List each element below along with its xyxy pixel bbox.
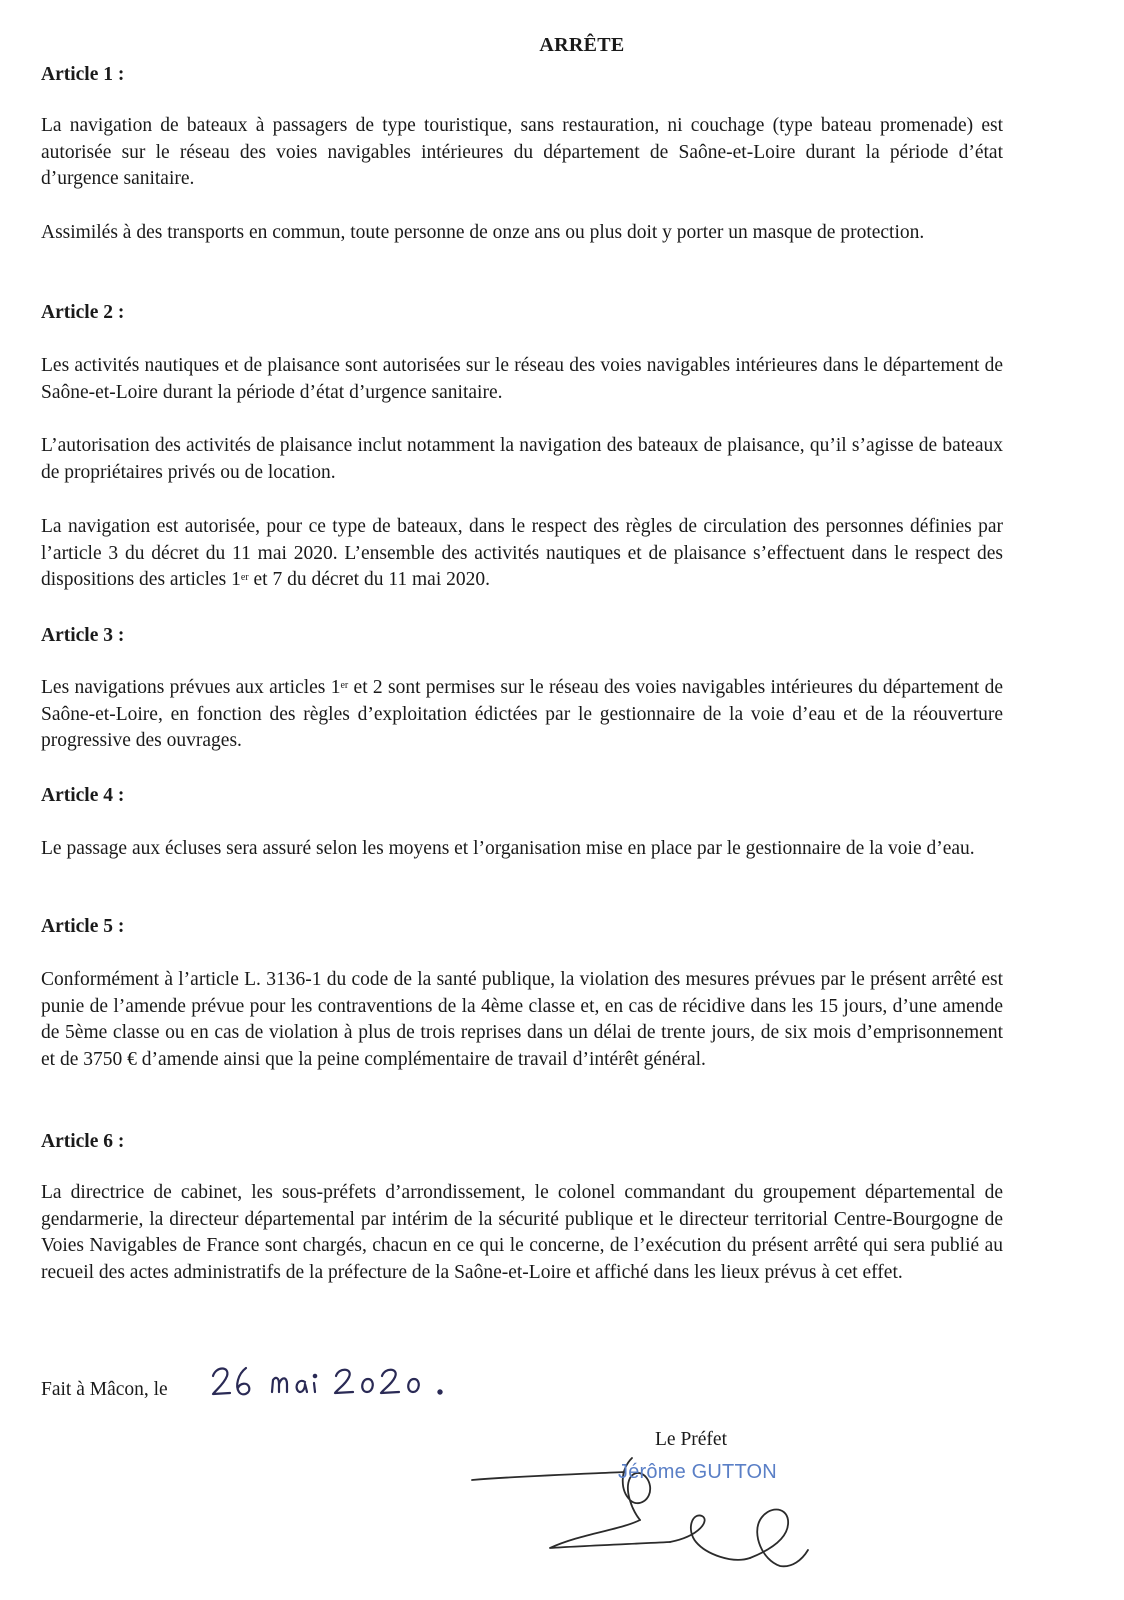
place-and-date-label: Fait à Mâcon, le <box>41 1379 168 1400</box>
article-2-paragraph-1: Les activités nautiques et de plaisance sont autorisées sur le réseau des voies navigables intérieures dans le département de Saône-et-Loire durant la période d’état d’urgence sanitaire. <box>41 355 1003 403</box>
handwritten-date <box>210 1362 450 1402</box>
article-6-paragraph-1: La directrice de cabinet, les sous-préfets d’arrondissement, le colonel commandant du groupement départemental de gendarmerie, la directeur départemental par intérim de la sécurité publique et le directeur territorial Centre-Bourgogne de Voies Navigables de France sont chargés, chacun en ce qui le concerne, de l’exécution du présent arrêté qui sera publié au recueil des actes administratifs de la préfecture de la Saône-et-Loire et affiché dans les lieux prévus à cet effet. <box>41 1182 1003 1283</box>
signatory-title: Le Préfet <box>655 1429 728 1450</box>
article-3-paragraph-1-text-b: et 2 sont permises sur le réseau des voies navigables intérieures du département de Saône-et-Loire, en fonction des règles d’exploitation édictées par le gestionnaire de la voie d’eau et de la réouverture progressive des ouvrages. <box>41 677 1003 751</box>
article-3-paragraph-1-superscript: er <box>340 680 349 691</box>
article-3-paragraph-1-text-a: Les navigations prévues aux articles 1 <box>41 677 341 698</box>
article-2-paragraph-3-text-a: La navigation est autorisée, pour ce type de bateaux, dans le respect des règles de circulation des personnes définies par l’article 3 du décret du 11 mai 2020. L’ensemble des activités nautiques et de plaisance s’effectuent dans le respect des dispositions des articles 1 <box>41 516 1003 590</box>
article-1-paragraph-1: La navigation de bateaux à passagers de type touristique, sans restauration, ni couchage (type bateau promenade) est autorisée sur le réseau des voies navigables intérieures du département de Saône-et-Loire durant la période d’état d’urgence sanitaire. <box>41 115 1003 189</box>
article-2-paragraph-3-superscript: er <box>240 572 249 583</box>
article-1-heading: Article 1 : <box>41 64 125 85</box>
signatory-name-stamp: Jérôme GUTTON <box>618 1461 777 1483</box>
article-2-paragraph-2: L’autorisation des activités de plaisance inclut notamment la navigation des bateaux de plaisance, qu’il s’agisse de bateaux de propriétaires privés ou de location. <box>41 435 1003 483</box>
article-6-heading: Article 6 : <box>41 1131 125 1152</box>
article-4-heading: Article 4 : <box>41 785 125 806</box>
article-2-heading: Article 2 : <box>41 302 125 323</box>
article-2-paragraph-3-text-b: et 7 du décret du 11 mai 2020. <box>248 569 490 590</box>
article-3-paragraph-1 <box>41 675 1003 755</box>
document-title: ARRÊTE <box>539 34 625 56</box>
article-3-heading: Article 3 : <box>41 625 125 646</box>
article-4-paragraph-1: Le passage aux écluses sera assuré selon les moyens et l’organisation mise en place par le gestionnaire de la voie d’eau. <box>41 838 975 859</box>
article-5-paragraph-1: Conformément à l’article L. 3136-1 du code de la santé publique, la violation des mesures prévues par le présent arrêté est punie de l’amende prévue pour les contraventions de la 4ème classe et, en cas de récidive dans les 15 jours, d’une amende de 5ème classe ou en cas de violation à plus de trois reprises dans un délai de trente jours, de six mois d’emprisonnement et de 3750 € d’amende ainsi que la peine complémentaire de travail d’intérêt général. <box>41 969 1003 1070</box>
article-5-heading: Article 5 : <box>41 916 125 937</box>
article-1-paragraph-2: Assimilés à des transports en commun, toute personne de onze ans ou plus doit y porter un masque de protection. <box>41 222 925 243</box>
article-2-paragraph-3 <box>41 514 1003 594</box>
